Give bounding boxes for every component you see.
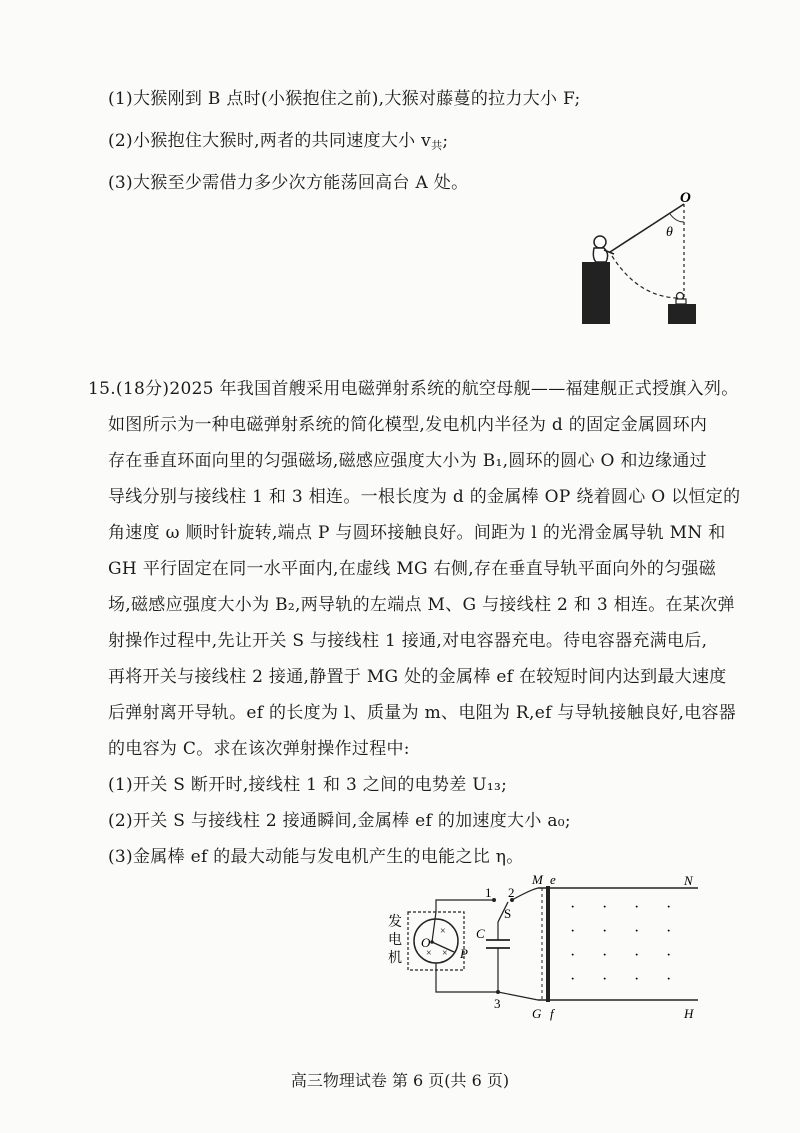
- label-g: G: [532, 1006, 542, 1021]
- terminal-1: [492, 898, 496, 902]
- label-o: O: [421, 935, 431, 950]
- q14-part-2: [108, 126, 448, 153]
- q15-part-2: (2)开关 S 与接线柱 2 接通瞬间,金属棒 ef 的加速度大小 a₀;: [108, 811, 571, 831]
- q15-part-3: (3)金属棒 ef 的最大动能与发电机产生的电能之比 η。: [108, 847, 524, 867]
- label-theta: θ: [666, 225, 673, 240]
- q15-line-6: GH 平行固定在同一水平面内,在虚线 MG 右侧,存在垂直导轨平面向外的匀强磁: [108, 559, 717, 579]
- label-h: H: [684, 1006, 694, 1021]
- label-n: N: [684, 873, 693, 888]
- q15-line-10: 后弹射离开导轨。ef 的长度为 l、质量为 m、电阻为 R,ef 与导轨接触良好,电容器: [108, 703, 737, 723]
- gen-label-1: 发: [388, 915, 402, 930]
- q15-line-7: 场,磁感应强度大小为 B₂,两导轨的左端点 M、G 与接线柱 2 和 3 相连。在某次弹: [108, 595, 735, 615]
- q14-part-3: (3)大猴至少需借力多少次方能荡回高台 A 处。: [108, 173, 469, 193]
- label-s: S: [504, 906, 512, 921]
- q15-line-1: 15.(18分)2025 年我国首艘采用电磁弹射系统的航空母舰——福建舰正式授旗入列。: [88, 379, 739, 399]
- wire-ring-to-3: [436, 963, 498, 992]
- q15-line-5: 角速度 ω 顺时针旋转,端点 P 与圆环接触良好。间距为 l 的光滑金属导轨 MN 和: [108, 523, 726, 543]
- vine-line: [610, 204, 684, 252]
- terminal-1-label: 1: [485, 885, 492, 900]
- field-dot: ·: [634, 971, 640, 988]
- field-dot: ·: [666, 947, 672, 964]
- field-dot: ·: [602, 899, 608, 916]
- big-monkey-icon: [593, 236, 614, 262]
- field-dot: ·: [634, 923, 640, 940]
- field-dot: ·: [570, 923, 576, 940]
- generator-box: [408, 912, 464, 970]
- wire-3-to-g: [498, 992, 538, 1000]
- q14-part-2-end: ;: [442, 131, 449, 151]
- field-dot: ·: [634, 947, 640, 964]
- field-dots: [570, 899, 671, 988]
- gen-label-2: 电: [388, 933, 402, 948]
- terminal-3-label: 3: [494, 996, 501, 1011]
- label-e: e: [550, 872, 556, 887]
- rod-ef: [546, 886, 550, 1002]
- high-platform: [582, 262, 610, 324]
- label-m: M: [532, 872, 543, 887]
- monkey-swing-figure: [570, 192, 730, 342]
- cross-2: ×: [426, 948, 432, 959]
- terminal-2-label: 2: [508, 885, 515, 900]
- swing-arc: [612, 256, 684, 298]
- field-dot: ·: [570, 971, 576, 988]
- field-dot: ·: [570, 899, 576, 916]
- launcher-circuit-figure: [380, 872, 720, 1022]
- cross-3: ×: [442, 948, 448, 959]
- label-p: P: [460, 946, 468, 961]
- field-dot: ·: [602, 971, 608, 988]
- field-dot: ·: [570, 947, 576, 964]
- wire-2-to-m: [512, 888, 538, 900]
- field-dot: ·: [666, 971, 672, 988]
- q14-part-2-subscript: 共: [431, 139, 443, 152]
- q14-part-1: (1)大猴刚到 B 点时(小猴抱住之前),大猴对藤蔓的拉力大小 F;: [108, 89, 581, 109]
- low-platform: [668, 304, 696, 324]
- q15-part-1: (1)开关 S 断开时,接线柱 1 和 3 之间的电势差 U₁₃;: [108, 775, 508, 795]
- q15-line-2: 如图所示为一种电磁弹射系统的简化模型,发电机内半径为 d 的固定金属圆环内: [108, 415, 708, 435]
- q15-line-3: 存在垂直环面向里的匀强磁场,磁感应强度大小为 B₁,圆环的圆心 O 和边缘通过: [108, 451, 707, 471]
- q15-line-8: 射操作过程中,先让开关 S 与接线柱 1 接通,对电容器充电。待电容器充满电后,: [108, 631, 708, 651]
- q15-line-9: 再将开关与接线柱 2 接通,静置于 MG 处的金属棒 ef 在较短时间内达到最大速度: [108, 667, 727, 687]
- gen-label-3: 机: [388, 951, 402, 966]
- label-f: f: [550, 1006, 554, 1021]
- field-dot: ·: [666, 923, 672, 940]
- q15-line-11: 的电容为 C。求在该次弹射操作过程中:: [108, 739, 410, 759]
- theta-arc: [670, 214, 684, 222]
- cross-1: ×: [440, 926, 446, 937]
- page-footer: 高三物理试卷 第 6 页(共 6 页): [290, 1071, 510, 1090]
- field-dot: ·: [602, 947, 608, 964]
- field-dot: ·: [634, 899, 640, 916]
- field-dot: ·: [666, 899, 672, 916]
- label-o: O: [680, 192, 691, 206]
- field-dot: ·: [602, 923, 608, 940]
- q14-part-2-text: (2)小猴抱住大猴时,两者的共同速度大小 v: [108, 131, 432, 151]
- q15-line-4: 导线分别与接线柱 1 和 3 相连。一根长度为 d 的金属棒 OP 绕着圆心 O 以恒定的: [108, 487, 741, 507]
- label-c: C: [476, 926, 485, 941]
